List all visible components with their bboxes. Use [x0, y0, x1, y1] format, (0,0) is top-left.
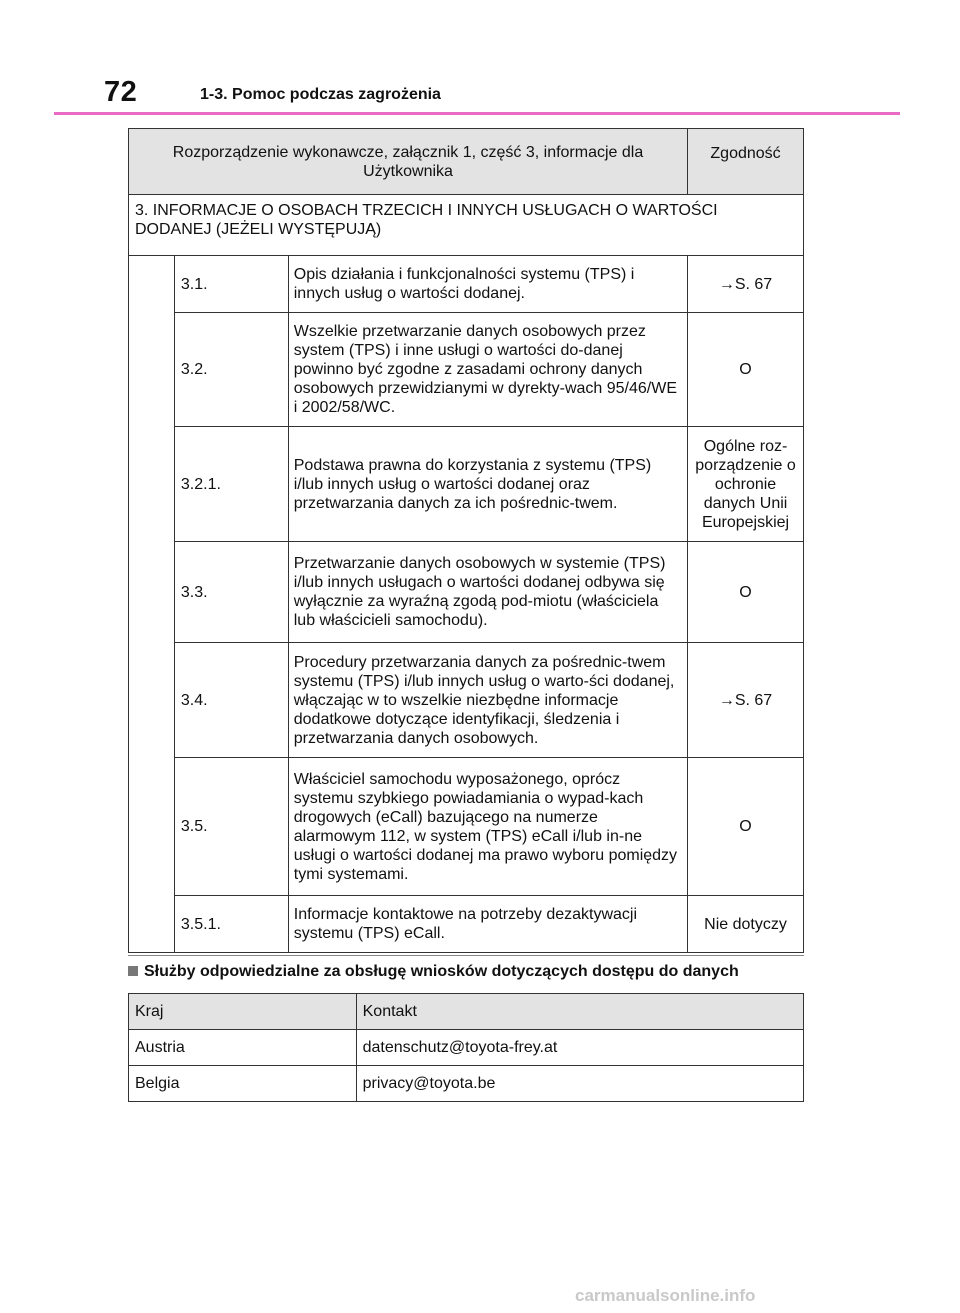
row-description: Podstawa prawna do korzystania z systemu (TPS) i/lub innych usług o wartości dodanej oraz przetwarzania danych za ich pośrednic-twem.: [288, 427, 687, 542]
header-regulation: Rozporządzenie wykonawcze, załącznik 1, część 3, informacje dla Użytkownika: [129, 129, 688, 195]
row-compliance: →S. 67: [688, 256, 804, 313]
page-header: [0, 0, 960, 120]
table-row: [129, 313, 804, 427]
row-number: 3.3.: [174, 542, 288, 643]
header-rule: [54, 112, 900, 115]
row-compliance: O: [688, 758, 804, 896]
contact-cell: datenschutz@toyota-frey.at: [356, 1030, 803, 1066]
subheading-text: Służby odpowiedzialne za obsługę wniosków dotyczących dostępu do danych: [144, 963, 739, 980]
country-cell: Austria: [129, 1030, 357, 1066]
contact-header-row: [129, 994, 804, 1030]
row-compliance: O: [688, 542, 804, 643]
row-compliance: Ogólne roz-porządzenie o ochronie danych Unii Europejskiej: [688, 427, 804, 542]
row-description: Właściciel samochodu wyposażonego, oprócz systemu szybkiego powiadamiania o wypad-kach drogowych (eCall) bazującego na numerze alarmowym 112, w system (TPS) eCall i/lub in-ne usługi o wartości dodanej ma prawo wyboru pomiędzy tymi systemami.: [288, 758, 687, 896]
row-description: Przetwarzanie danych osobowych w systemie (TPS) i/lub innych usługach o wartości dodanej odbywa się wyłącznie za wyraźną zgodą pod-miotu (właściciela lub właścicieli samochodu).: [288, 542, 687, 643]
row-number: 3.4.: [174, 643, 288, 758]
contact-table: [128, 993, 804, 1102]
row-compliance: O: [688, 313, 804, 427]
regulation-table: [128, 128, 804, 953]
indent-cell: [129, 256, 175, 953]
row-compliance: →S. 67: [688, 643, 804, 758]
subheading: [128, 963, 739, 981]
section-heading: 3. INFORMACJE O OSOBACH TRZECICH I INNYCH USŁUGACH O WARTOŚCI DODANEJ (JEŻELI WYSTĘPUJĄ): [129, 195, 804, 256]
row-number: 3.5.1.: [174, 896, 288, 953]
row-description: Informacje kontaktowe na potrzeby dezaktywacji systemu (TPS) eCall.: [288, 896, 687, 953]
table-row: [129, 758, 804, 896]
table-header-row: [129, 129, 804, 195]
row-description: Procedury przetwarzania danych za pośrednic-twem systemu (TPS) i/lub innych usług o warto-ści dodanej, włączając w to wszelkie niezbędne informacje dodatkowe dotyczące identyfikacji, śledzenia i przetwarzania danych osobowych.: [288, 643, 687, 758]
row-compliance: Nie dotyczy: [688, 896, 804, 953]
table-row: [129, 427, 804, 542]
section-divider: [128, 955, 804, 956]
table-row: [129, 542, 804, 643]
row-description: Wszelkie przetwarzanie danych osobowych przez system (TPS) i inne usługi o wartości do-danej powinno być zgodne z zasadami ochrony danych osobowych przewidzianymi w dyrekty-wach 95/46/WE i 2002/58/WC.: [288, 313, 687, 427]
contact-row: [129, 1030, 804, 1066]
table-row: [129, 643, 804, 758]
header-country: Kraj: [129, 994, 357, 1030]
table-row: [129, 256, 804, 313]
row-number: 3.5.: [174, 758, 288, 896]
row-description: Opis działania i funkcjonalności systemu (TPS) i innych usług o wartości dodanej.: [288, 256, 687, 313]
square-bullet-icon: [128, 966, 138, 976]
header-contact: Kontakt: [356, 994, 803, 1030]
section-row: [129, 195, 804, 256]
contact-row: [129, 1066, 804, 1102]
table-row: [129, 896, 804, 953]
watermark: carmanualsonline.info: [575, 1286, 756, 1305]
row-number: 3.2.: [174, 313, 288, 427]
row-number: 3.1.: [174, 256, 288, 313]
contact-cell: privacy@toyota.be: [356, 1066, 803, 1102]
page-number: 72: [104, 76, 138, 108]
header-conformity: Zgodność: [688, 129, 804, 195]
country-cell: Belgia: [129, 1066, 357, 1102]
section-title: 1-3. Pomoc podczas zagrożenia: [200, 86, 441, 103]
row-number: 3.2.1.: [174, 427, 288, 542]
